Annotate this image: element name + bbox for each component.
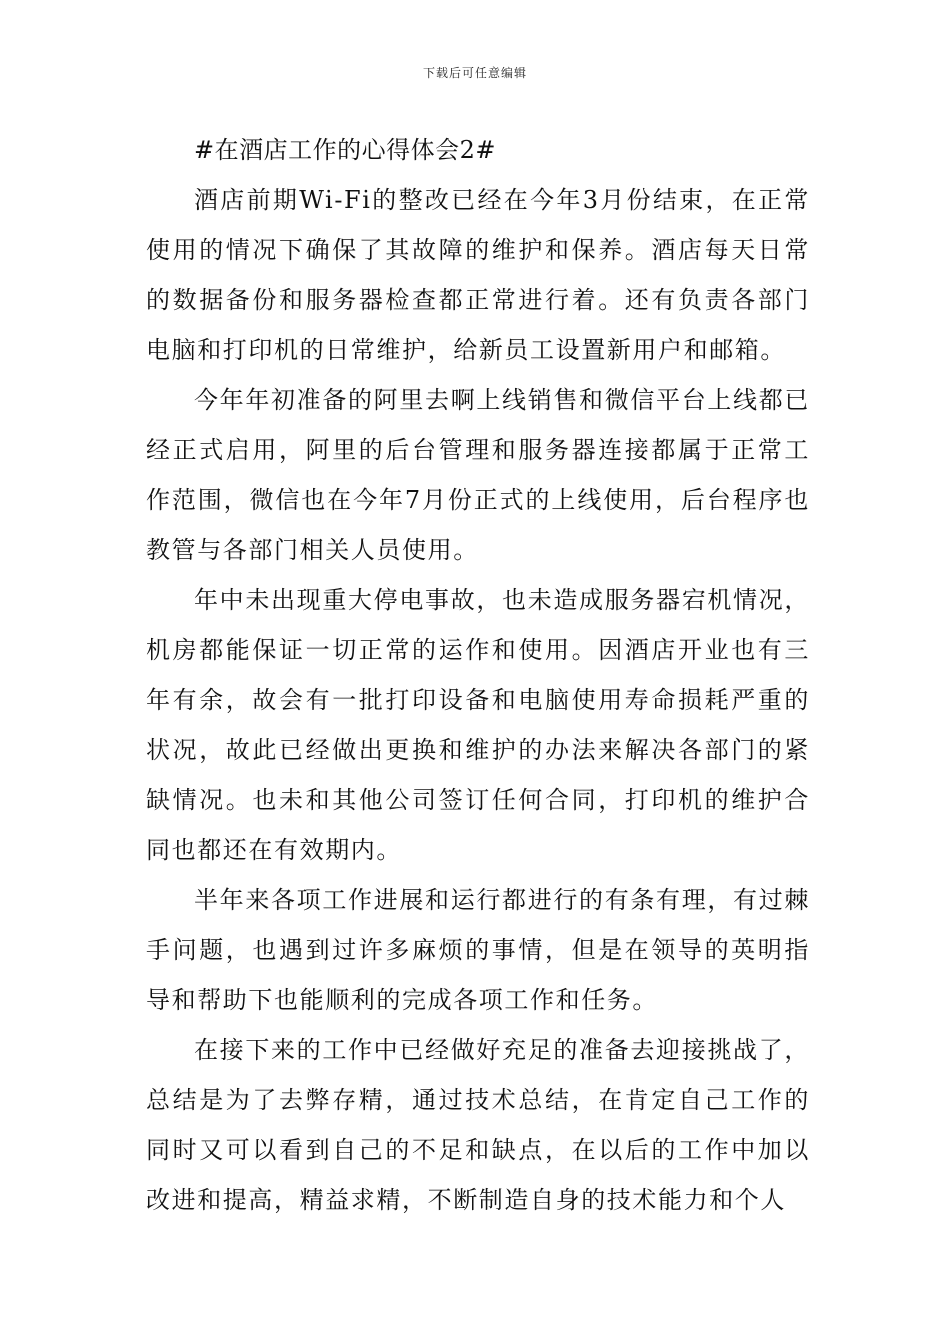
document-body [146, 127, 810, 1225]
page-header-note: 下载后可任意编辑 [422, 66, 527, 80]
paragraph-wifi-maintenance: 酒店前期Wi-Fi的整改已经在今年3月份结束，在正常使用的情况下确保了其故障的维护和保养。酒店每天日常的数据备份和服务器检查都正常进行着。还有负责各部门电脑和打印机的日常维护，给新员工设置新用户和邮箱。 [146, 186, 810, 364]
paragraph-online-platforms: 今年年初准备的阿里去啊上线销售和微信平台上线都已经正式启用，阿里的后台管理和服务器连接都属于正常工作范围，微信也在今年7月份正式的上线使用，后台程序也教管与各部门相关人员使用。 [146, 386, 810, 564]
document-heading: #在酒店工作的心得体会2# [194, 136, 496, 164]
paragraph-half-year-review: 半年来各项工作进展和运行都进行的有条有理，有过棘手问题，也遇到过许多麻烦的事情，但是在领导的英明指导和帮助下也能顺利的完成各项工作和任务。 [146, 886, 810, 1014]
paragraph-future-plans: 在接下来的工作中已经做好充足的准备去迎接挑战了，总结是为了去弊存精，通过技术总结，在肯定自己工作的同时又可以看到自己的不足和缺点，在以后的工作中加以改进和提高，精益求精，不断制造自身的技术能力和个人 [146, 1036, 810, 1214]
paragraph-equipment-status: 年中未出现重大停电事故，也未造成服务器宕机情况，机房都能保证一切正常的运作和使用。因酒店开业也有三年有余，故会有一批打印设备和电脑使用寿命损耗严重的状况，故此已经做出更换和维护的办法来解决各部门的紧缺情况。也未和其他公司签订任何合同，打印机的维护合同也都还在有效期内。 [146, 586, 810, 864]
